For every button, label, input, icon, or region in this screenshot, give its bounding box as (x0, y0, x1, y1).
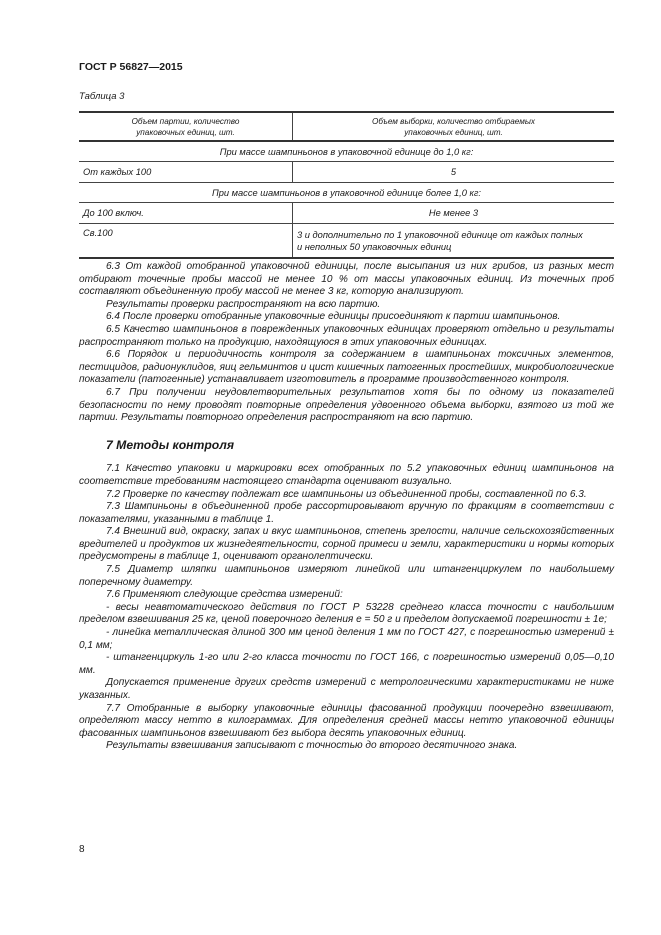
paragraph: Результаты проверки распространяют на всю партию. (106, 298, 381, 310)
paragraph: 6.4 После проверки отобранные упаковочные единицы присоединяют к партии шампиньонов. (106, 311, 561, 323)
table-section-row: При массе шампиньонов в упаковочной единице до 1,0 кг: (79, 141, 614, 162)
col1-header: Объем партии, количество упаковочных единиц, шт. (79, 112, 293, 141)
paragraph: 6.3 От каждой отобранной упаковочной единицы, после высыпания из них грибов, из разных мест отбирают точечные пробы массой не менее 10 % от массы упаковочных единиц. Из точечных проб составляют объединенную пробу массой не менее 3 кг, которую анализируют. (79, 261, 614, 298)
paragraph: 7.6 Применяют следующие средства измерений: (106, 589, 343, 601)
table-header-row (79, 112, 614, 141)
page-number: 8 (79, 844, 85, 855)
paragraph: 7.2 Проверке по качеству подлежат все шампиньоны из объединенной пробы, составленной по 6.3. (106, 488, 587, 500)
paragraph: 6.6 Порядок и периодичность контроля за содержанием в шампиньонах токсичных элементов, пестицидов, радионуклидов, яиц гельминтов и цист кишечных патогенных простейших, микробиологические показатели (патогенные) устанавливает изготовитель в программе производственного контроля. (79, 349, 614, 386)
paragraph: Результаты взвешивания записывают с точностью до второго десятичного знака. (106, 740, 518, 752)
paragraph: Допускается применение других средств измерений с метрологическими характеристиками не ниже указанных. (79, 677, 614, 701)
list-item: - весы неавтоматического действия по ГОСТ Р 53228 среднего класса точности с наибольшим пределом взвешивания 25 кг, ценой поверочного деления e = 50 г и пределом допускаемой погрешности ± 1е; (79, 601, 614, 626)
paragraph: 7.1 Качество упаковки и маркировки всех отобранных по 5.2 упаковочных единиц шампиньонов на соответствие требованиям настоящего стандарта оценивают визуально. (79, 463, 614, 487)
paragraph: 7.7 Отобранные в выборку упаковочные единицы фасованной продукции поочередно взвешивают, определяют массу нетто в килограммах. Для определения средней массы нетто упаковочной единицы фасованных шампиньонов взвешивают без выбора десять упаковочных единиц. (79, 702, 614, 739)
paragraph: 7.5 Диаметр шляпки шампиньонов измеряют линейкой или штангенциркулем по наибольшему поперечному диаметру. (79, 564, 614, 588)
doc-header: ГОСТ Р 56827—2015 (79, 61, 183, 73)
list-item: - линейка металлическая длиной 300 мм ценой деления 1 мм по ГОСТ 427, с погрешностью измерений ± 0,1 мм; (79, 627, 614, 651)
paragraph: 7.3 Шампиньоны в объединенной пробе рассортировывают вручную по фракциям в соответствии с показателями, указанными в таблице 1. (79, 501, 614, 525)
table-3 (79, 111, 614, 259)
table-section-row: При массе шампиньонов в упаковочной единице более 1,0 кг: (79, 183, 614, 203)
paragraph: 7.4 Внешний вид, окраску, запах и вкус шампиньонов, степень зрелости, наличие сельскохозяйственных вредителей и продуктов их жизнедеятельности, сорной примеси и земли, характеристики и нормы которых предусмотрены в таблице 1, оценивают органолептически. (79, 526, 614, 563)
table-row: До 100 включ. Не менее 3 (79, 203, 614, 224)
paragraph: 6.7 При получении неудовлетворительных результатов хотя бы по одному из показателей безопасности по нему проводят повторные определения удвоенного объема выборки, взятого из той же партии. Результаты повторного определения распространяют на всю партию. (79, 386, 614, 424)
table-caption: Таблица 3 (79, 91, 125, 102)
col2-header: Объем выборки, количество отбираемых упаковочных единиц, шт. (293, 112, 615, 141)
table-row: Св.100 3 и дополнительно по 1 упаковочной единице от каждых полных и неполных 50 упаковочных единиц (79, 224, 614, 259)
list-item: - штангенциркуль 1-го или 2-го класса точности по ГОСТ 166, с погрешностью измерений 0,05—0,10 мм. (79, 652, 614, 676)
table-row: От каждых 100 5 (79, 162, 614, 183)
body-text (79, 261, 614, 753)
paragraph: 6.5 Качество шампиньонов в поврежденных упаковочных единицах проверяют отдельно и результаты распространяют только на продукцию, находящуюся в этих упаковочных единицах. (79, 323, 614, 348)
section-title: 7 Методы контроля (106, 437, 235, 452)
